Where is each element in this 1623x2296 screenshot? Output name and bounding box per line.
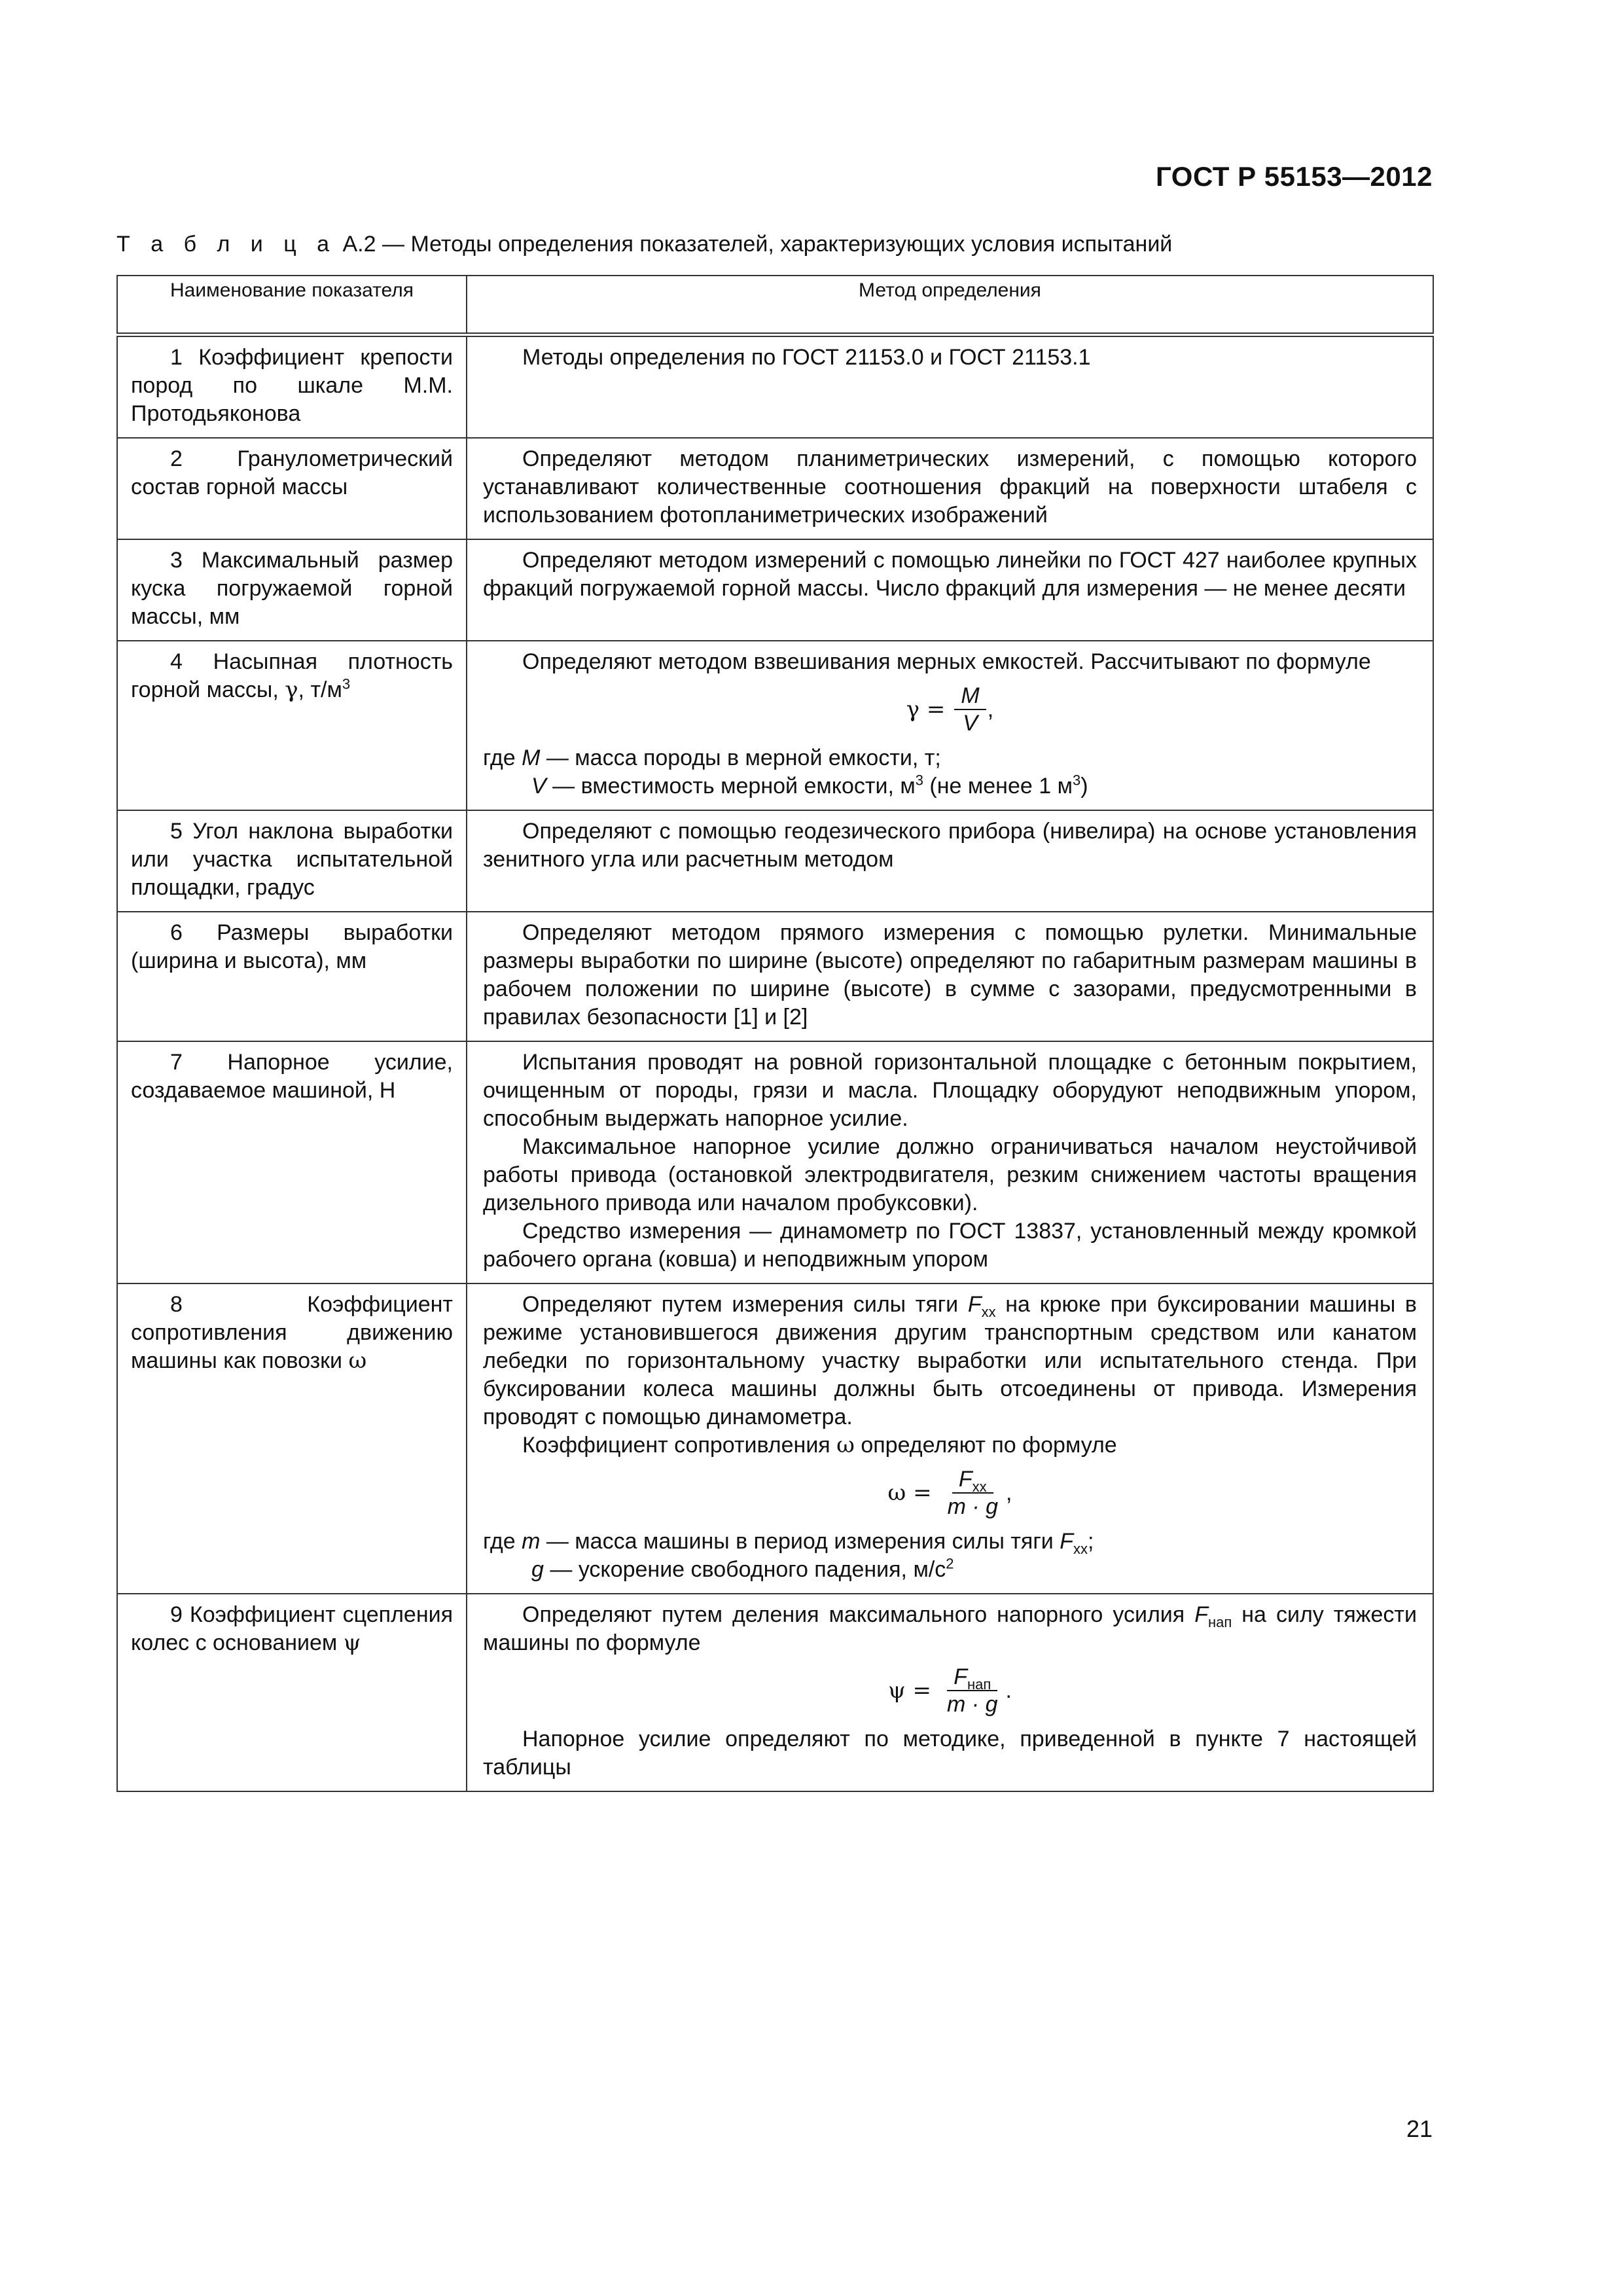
page-number: 21 <box>1406 2115 1433 2142</box>
method-description: Определяют методом прямого измерения с помощью рулетки. Минимальные размеры выработки по ширине (высоте) определяют по габаритным размерам машины в рабочем положении по ширине (высоте) в сумме с зазорами, предусмотренными в правилах безопасности [1] и [2] <box>467 912 1433 1041</box>
indicator-name: 6 Размеры выработки (ширина и высота), мм <box>117 912 467 1041</box>
caption-number: А.2 <box>342 232 376 257</box>
method-description: Испытания проводят на ровной горизонтальной площадке с бетонным покрытием, очищенным от породы, грязи и масла. Площадку оборудуют неподвижным упором, способным выдержать напорное усилие. Максимальное напорное усилие должно ограничиваться началом неустойчивой работы привода (остановкой электродвигателя, резким снижением частоты вращения дизельного привода или началом пробуксовки). Средство измерения — динамометр по ГОСТ 13837, установленный между кромкой рабочего органа (ковша) и неподвижным упором <box>467 1041 1433 1283</box>
methods-table <box>116 275 1434 1792</box>
method-description: Определяют с помощью геодезического прибора (нивелира) на основе установления зенитного угла или расчетным методом <box>467 810 1433 912</box>
method-description: Определяют путем измерения силы тяги $F_{хх}$ на крюке при буксировании машины в режиме установившегося движения другим транспортным средством или канатом лебедки по горизонтальному участку выработки или испытательного стенда. При буксировании колеса машины должны быть отсоединены от привода. Измерения проводят с помощью динамометра. Коэффициент сопротивления ω определяют по формуле ω = $\frac{F_{хх}}{m \cdot g}$ , где m — масса машины в период измерения силы тяги $F_{хх}$; g — ускорение свободного падения, $м/с^2$ <box>467 1283 1433 1594</box>
gamma-symbol: γ <box>285 677 298 703</box>
table-caption <box>116 232 1172 257</box>
indicator-name: 1 Коэффициент крепости пород по шкале М.М. Протодьяконова <box>117 335 467 439</box>
indicator-name: 9 Коэффициент сцепления колес с основанием ψ <box>117 1594 467 1791</box>
column-header-method: Метод определения <box>467 276 1433 335</box>
adhesion-formula: ψ = $\frac{F_{нап}}{m \cdot g}$ . <box>888 1664 1012 1717</box>
resistance-formula: ω = $\frac{F_{хх}}{m \cdot g}$ , <box>887 1467 1012 1519</box>
indicator-name: 7 Напорное усилие, создаваемое машиной, Н <box>117 1041 467 1283</box>
omega-symbol: ω <box>348 1348 367 1374</box>
indicator-name: 5 Угол наклона выработки или участка испытательной площадки, градус <box>117 810 467 912</box>
table-row <box>117 912 1433 1041</box>
method-description: Определяют путем деления максимального напорного усилия $F_{нап}$ на силу тяжести машины по формуле ψ = $\frac{F_{нап}}{m \cdot g}$ . Напорное усилие определяют по методике, приведенной в пункте 7 настоящей таблицы <box>467 1594 1433 1791</box>
psi-symbol: ψ <box>343 1630 361 1656</box>
table-row <box>117 1594 1433 1791</box>
density-formula: γ = $\frac{M}{V}$ , <box>906 683 994 736</box>
indicator-name: 8 Коэффициент сопротивления движению машины как повозки ω <box>117 1283 467 1594</box>
table-row <box>117 810 1433 912</box>
standard-code-header: ГОСТ Р 55153—2012 <box>1156 161 1433 192</box>
table-row <box>117 1283 1433 1594</box>
caption-title: — Методы определения показателей, характеризующих условия испытаний <box>382 232 1173 257</box>
table-row <box>117 641 1433 810</box>
table-header-row <box>117 276 1433 335</box>
method-description: Определяют методом взвешивания мерных емкостей. Рассчитывают по формуле γ = $\frac{M}{V}$ , где M — масса породы в мерной емкости, т; V — вместимость мерной емкости, $м^3$ (не менее 1 $м^3$) <box>467 641 1433 810</box>
table-row <box>117 1041 1433 1283</box>
table-row <box>117 539 1433 641</box>
method-description: Определяют методом измерений с помощью линейки по ГОСТ 427 наиболее крупных фракций погружаемой горной массы. Число фракций для измерения — не менее десяти <box>467 539 1433 641</box>
indicator-name: 2 Гранулометрический состав горной массы <box>117 438 467 539</box>
table-row <box>117 335 1433 439</box>
method-description: Определяют методом планиметрических измерений, с помощью которого устанавливают количественные соотношения фракций на поверхности штабеля с использованием фотопланиметрических изображений <box>467 438 1433 539</box>
indicator-name: 4 Насыпная плотность горной массы, γ, $т/м^3$ <box>117 641 467 810</box>
column-header-name: Наименование показателя <box>117 276 467 335</box>
indicator-name: 3 Максимальный размер куска погружаемой горной массы, мм <box>117 539 467 641</box>
table-row <box>117 438 1433 539</box>
method-description: Методы определения по ГОСТ 21153.0 и ГОСТ 21153.1 <box>467 335 1433 439</box>
caption-label: Т а б л и ц а <box>116 232 337 257</box>
